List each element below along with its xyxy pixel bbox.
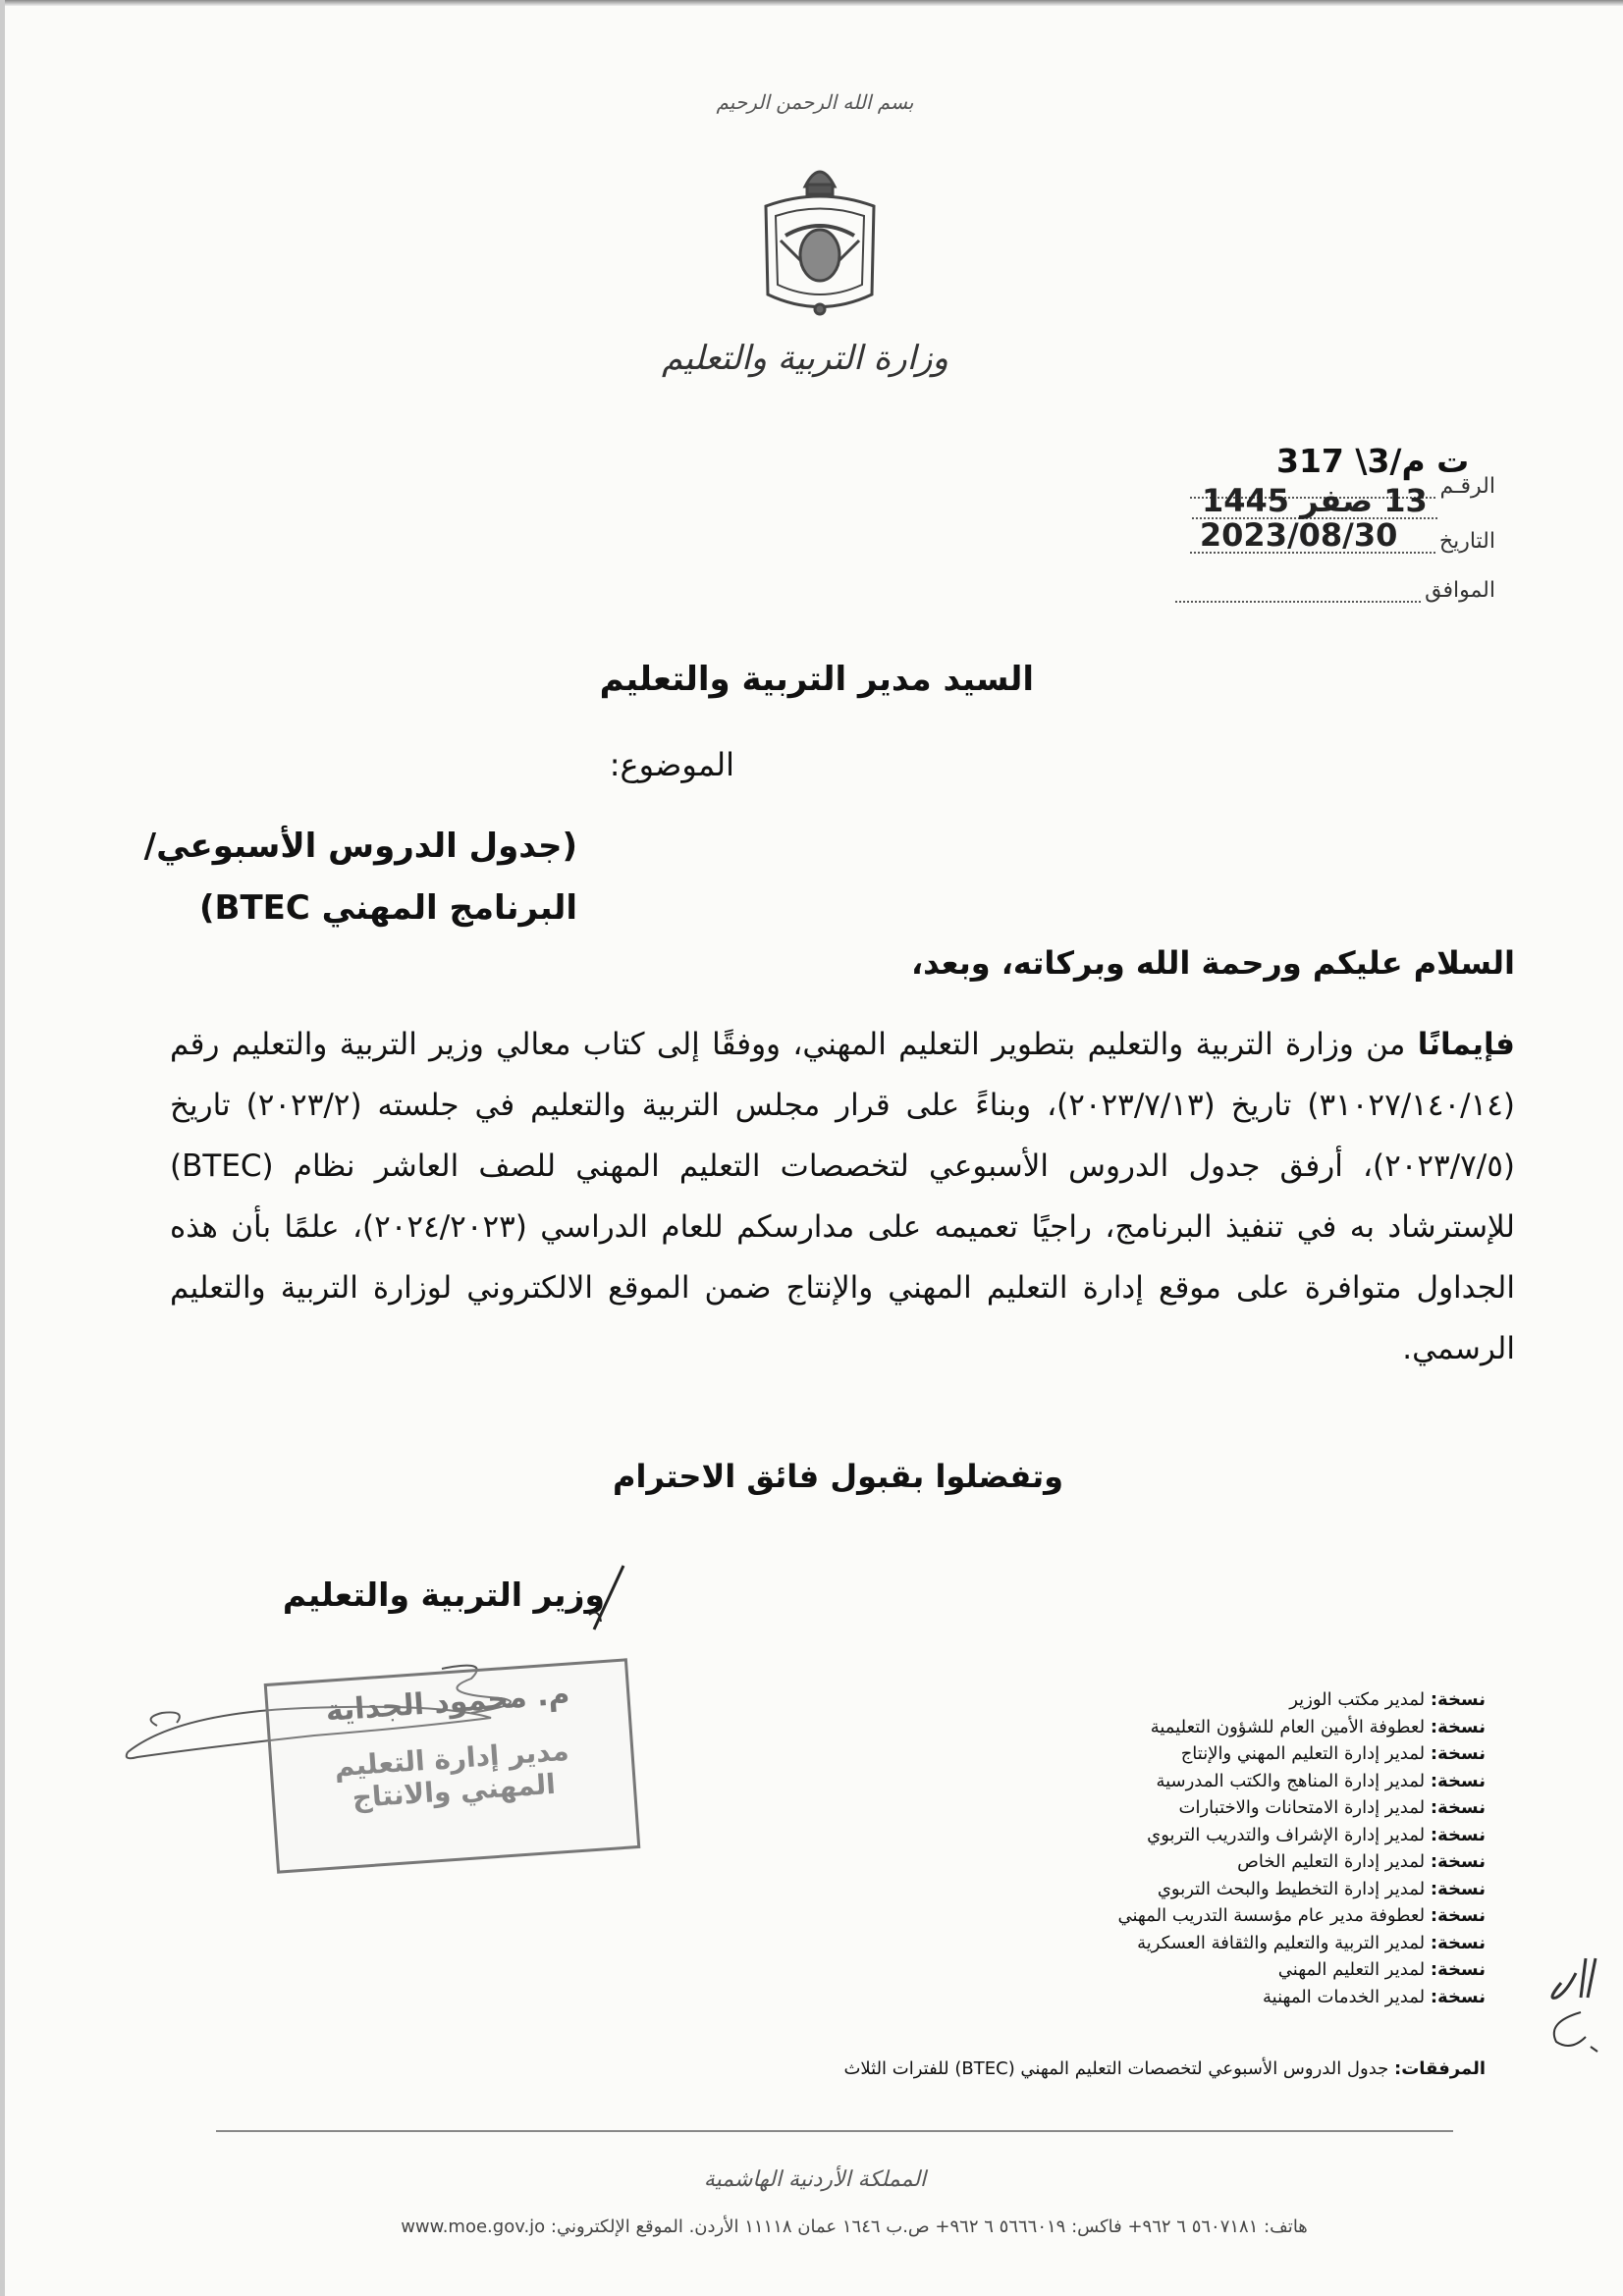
copy-item [896,1876,1486,1903]
closing-line: وتفضلوا بقبول فائق الاحترام [613,1458,1063,1495]
copy-item [896,1984,1486,2011]
copy-label: نسخة: [1430,1986,1486,2007]
hijri-date: 13 صفر 1445 [1202,482,1428,519]
letter-body [170,1014,1515,1379]
attachments-label: المرفقات: [1394,2058,1486,2079]
addressee: السيد مدير التربية والتعليم [599,660,1034,699]
copy-item [896,1822,1486,1849]
copies-list [896,1686,1486,2010]
dotted-line [1190,516,1435,554]
reference-corresponding-row [1162,577,1495,603]
copy-item [896,1848,1486,1876]
footer-contact: هاتف: ٥٦٠٧١٨١ ٦ ٩٦٢+ فاكس: ٥٦٦٦٠١٩ ٦ ٩٦٢+ ص.ب ١٦٤٦ عمان ١١١١٨ الأردن. الموقع الإلكتروني: www.moe.gov.jo [401,2216,1308,2237]
copy-label: نسخة: [1430,1878,1486,1899]
handwritten-initials-icon [1527,1953,1605,2071]
copy-label: نسخة: [1430,1689,1486,1710]
stamp-name: م. محمود الجداية [324,1677,571,1729]
copy-item [896,1930,1486,1957]
attachments-line [798,2058,1486,2079]
copy-label: نسخة: [1430,1959,1486,1980]
footer-country: المملكة الأردنية الهاشمية [703,2167,927,2192]
copy-recipient: لمدير التربية والتعليم والثقافة العسكرية [1137,1932,1426,1953]
copy-label: نسخة: [1430,1770,1486,1791]
subject-line-2: البرنامج المهني BTEC) [199,888,577,928]
copy-item [896,1714,1486,1741]
signature-mark-icon [579,1561,638,1639]
reference-number-value: ت م/3\ 317 [1276,442,1470,480]
copy-label: نسخة: [1430,1797,1486,1818]
copy-recipient: لمدير إدارة المناهج والكتب المدرسية [1156,1770,1426,1791]
copy-recipient: لمدير إدارة الإشراف والتدريب التربوي [1147,1824,1426,1845]
dotted-line [1175,577,1421,603]
signatory-title: وزير التربية والتعليم [282,1575,605,1614]
copy-recipient: لمدير إدارة التعليم الخاص [1237,1851,1426,1872]
copy-label: نسخة: [1430,1932,1486,1953]
copy-recipient: لمدير مكتب الوزير [1289,1689,1426,1710]
stamp-title: مدير إدارة التعليم المهني والانتاج [333,1734,570,1815]
subject-label: الموضوع: [609,746,734,783]
body-text: من وزارة التربية والتعليم بتطوير التعليم المهني، ووفقًا إلى كتاب معالي وزير التربية والتعليم رقم (٣١٠٢٧/١٤٠/١٤) تاريخ (٢٠٢٣/٧/١٣)، وبناءً على قرار مجلس التربية والتعليم في جلسته (٢٠٢٣/٢) تاريخ (٢٠٢٣/٧/٥)، أرفق جدول الدروس الأسبوعي لتخصصات التعليم المهني للصف العاشر نظام (BTEC) للإسترشاد به في تنفيذ البرنامج، راجيًا تعميمه على مدارسكم للعام الدراسي (٢٠٢٤/٢٠٢٣)، علمًا بأن هذه الجداول متوافرة على موقع إدارة التعليم المهني والإنتاج ضمن الموقع الالكتروني لوزارة التربية والتعليم الرسمي. [170,1027,1515,1366]
copy-label: نسخة: [1430,1851,1486,1872]
gregorian-date: 2023/08/30 [1199,516,1398,554]
copy-item [896,1768,1486,1795]
copy-label: نسخة: [1430,1716,1486,1737]
jordan-coat-of-arms-icon [746,147,893,329]
copy-recipient: لعطوفة الأمين العام للشؤون التعليمية [1150,1716,1426,1737]
copy-item [896,1740,1486,1768]
copy-recipient: لمدير إدارة الامتحانات والاختبارات [1178,1797,1426,1818]
scan-left-edge [0,0,5,2296]
ministry-name: وزارة التربية والتعليم [662,339,948,378]
basmala: بسم الله الرحمن الرحيم [716,90,914,114]
copy-item [896,1794,1486,1822]
corresponding-label: الموافق [1425,578,1495,603]
copy-label: نسخة: [1430,1743,1486,1764]
copy-recipient: لمدير إدارة التخطيط والبحث التربوي [1157,1878,1426,1899]
attachments-text: جدول الدروس الأسبوعي لتخصصات التعليم المهني (BTEC) للفترات الثلاث [843,2058,1389,2079]
copy-recipient: لعطوفة مدير عام مؤسسة التدريب المهني [1117,1905,1426,1926]
copy-label: نسخة: [1430,1905,1486,1926]
scan-top-edge [0,0,1623,6]
footer-divider [216,2130,1453,2132]
body-lead-word: فإيمانًا [1417,1027,1515,1062]
reference-date-row [1162,516,1495,554]
copy-label: نسخة: [1430,1824,1486,1845]
copy-recipient: لمدير الخدمات المهنية [1263,1986,1426,2007]
greeting: السلام عليكم ورحمة الله وبركاته، وبعد، [911,944,1515,982]
copy-recipient: لمدير إدارة التعليم المهني والإنتاج [1180,1743,1426,1764]
copy-item [896,1686,1486,1714]
copy-item [896,1956,1486,1984]
official-stamp [264,1658,641,1873]
date-label: التاريخ [1438,529,1495,554]
subject-line-1: (جدول الدروس الأسبوعي/ [143,827,577,866]
copy-item [896,1902,1486,1930]
copy-recipient: لمدير التعليم المهني [1277,1959,1426,1980]
reference-number-label: الرقـم [1439,474,1495,499]
